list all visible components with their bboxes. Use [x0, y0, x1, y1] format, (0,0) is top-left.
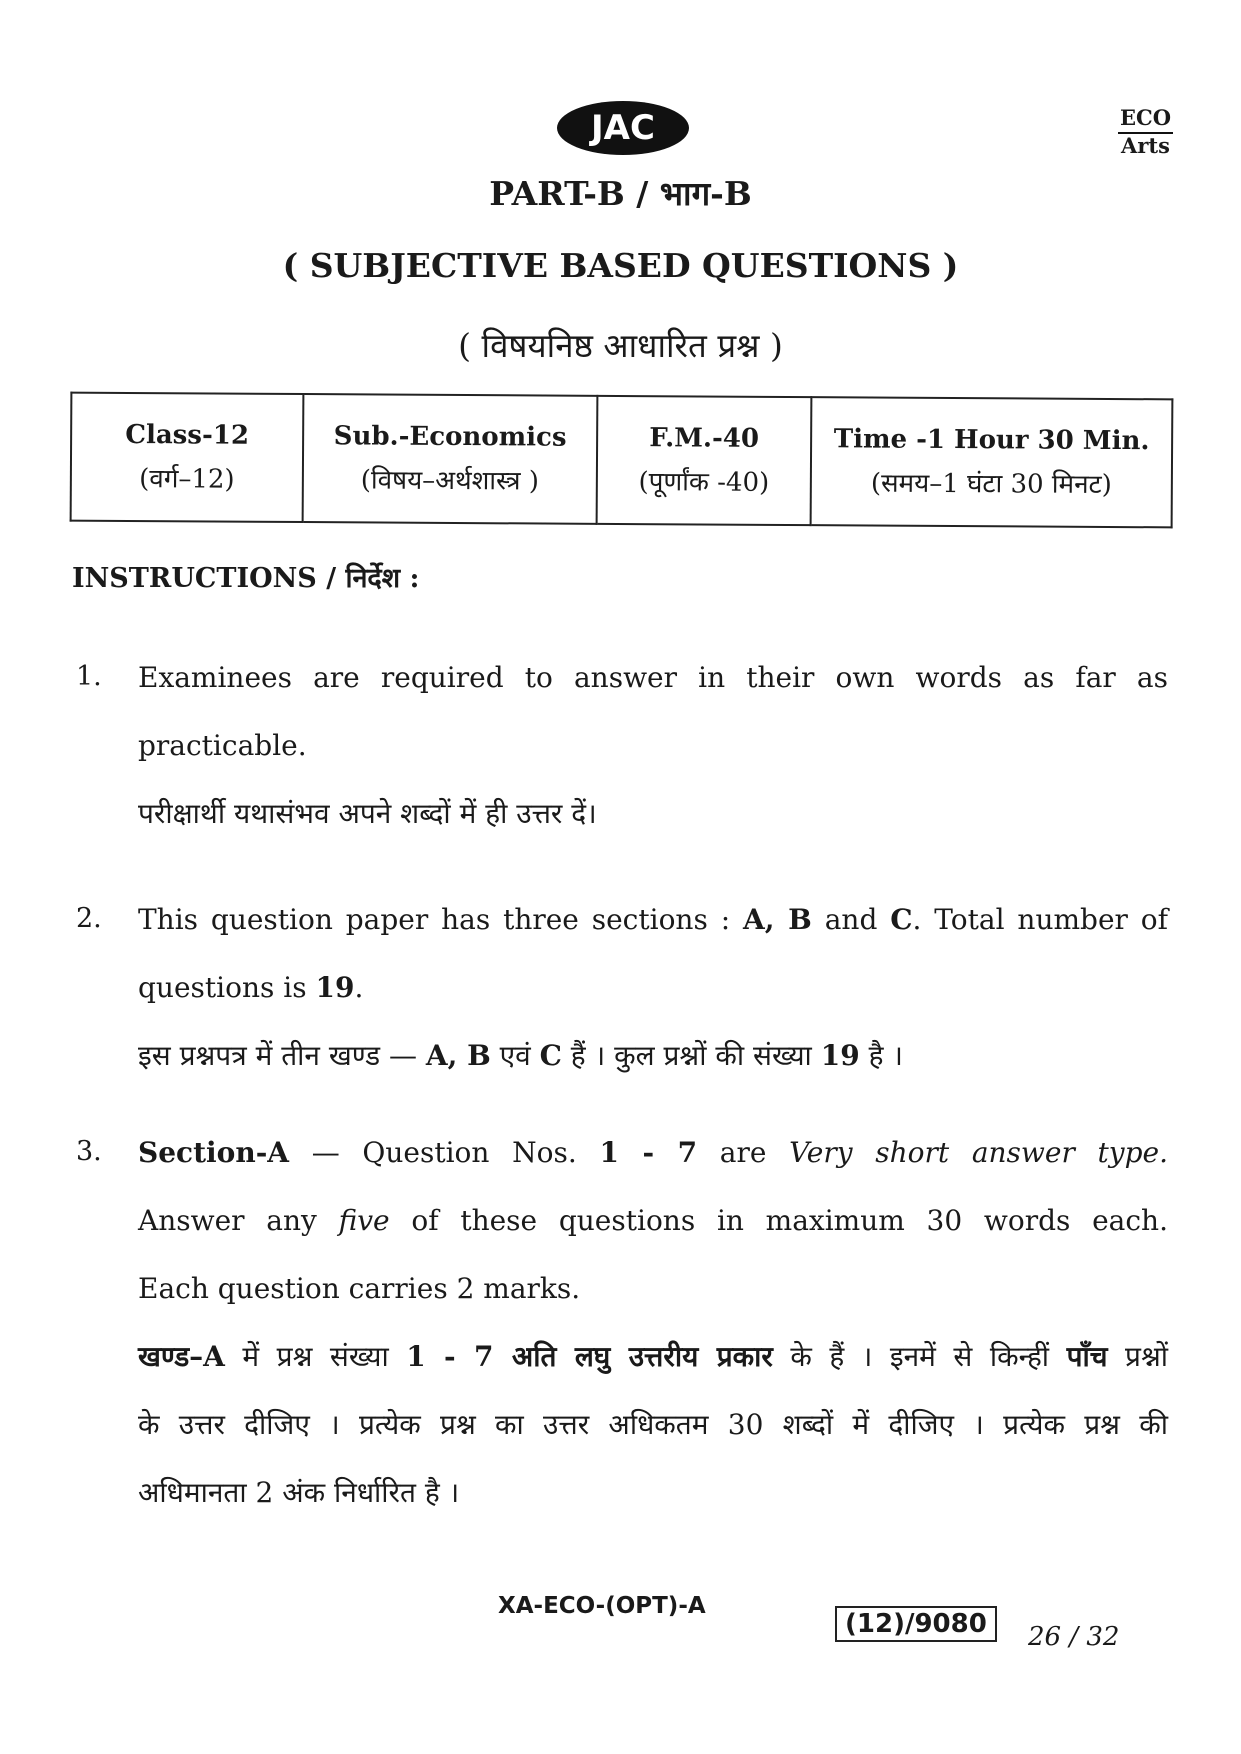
section-title-en: ( SUBJECTIVE BASED QUESTIONS ) — [282, 246, 959, 285]
section-title-hi: ( विषयनिष्ठ आधारित प्रश्न ) — [458, 326, 783, 365]
time-hi: (समय–1 घंटा 30 मिनट) — [870, 468, 1112, 500]
booklet-code: (12)/9080 — [835, 1606, 997, 1642]
item-1-number: 1. — [76, 661, 102, 692]
item-1-hi: परीक्षार्थी यथासंभव अपने शब्दों में ही उत्तर दें। — [138, 797, 597, 830]
item-1-en-line2: practicable. — [138, 729, 307, 762]
item-3-en-line1: Section-A — Question Nos. 1 - 7 are Very short answer type. — [138, 1136, 1168, 1169]
class-en: Class-12 — [125, 419, 250, 451]
instruction-item-2 — [138, 886, 1168, 1090]
item-2-number: 2. — [76, 903, 102, 934]
instructions-heading: INSTRUCTIONS / निर्देश : — [72, 563, 420, 594]
item-3-hi-line1: खण्ड–A में प्रश्न संख्या 1 - 7 अति लघु उत्तरीय प्रकार के हैं । इनमें से किन्हीं पाँच प्रश्नों — [138, 1340, 1169, 1373]
item-2-en-line1: This question paper has three sections : A, B and C. Total number of — [138, 903, 1169, 936]
marks-cell — [597, 396, 812, 525]
item-3-en-line3: Each question carries 2 marks. — [138, 1272, 581, 1305]
page-number: 26 / 32 — [1028, 1622, 1120, 1652]
part-title: PART-B / भाग-B — [489, 174, 752, 213]
subject-en: Sub.-Economics — [333, 421, 567, 453]
stream-name: Arts — [1121, 133, 1170, 158]
marks-hi: (पूर्णांक -40) — [638, 467, 770, 498]
time-en: Time -1 Hour 30 Min. — [833, 424, 1150, 457]
item-3-hi-line2: के उत्तर दीजिए । प्रत्येक प्रश्न का उत्तर अधिकतम 30 शब्दों में दीजिए । प्रत्येक प्रश्न की — [138, 1408, 1168, 1441]
subject-cell — [303, 394, 598, 524]
item-3-en-line2: Answer any five of these questions in maximum 30 words each. — [138, 1204, 1168, 1237]
item-3-hi-line3: अधिमानता 2 अंक निर्धारित है । — [138, 1476, 460, 1509]
time-cell — [811, 397, 1173, 527]
subject-stream-label — [1118, 106, 1173, 158]
instruction-item-3 — [138, 1119, 1168, 1527]
instruction-item-1 — [138, 644, 1168, 848]
exam-meta-table — [70, 392, 1174, 529]
paper-code: XA-ECO-(OPT)-A — [498, 1593, 706, 1619]
item-2-en-line2: questions is 19. — [138, 971, 364, 1004]
item-2-hi: इस प्रश्नपत्र में तीन खण्ड — A, B एवं C हैं । कुल प्रश्नों की संख्या 19 है । — [138, 1039, 903, 1072]
class-hi: (वर्ग–12) — [139, 464, 235, 495]
jac-logo: JAC — [557, 101, 689, 155]
item-3-number: 3. — [76, 1136, 102, 1167]
class-cell — [71, 393, 304, 522]
subject-hi: (विषय–अर्थशास्त्र ) — [360, 465, 540, 497]
marks-en: F.M.-40 — [649, 423, 760, 454]
item-1-en-line1: Examinees are required to answer in their own words as far as — [138, 661, 1168, 694]
subject-code: ECO — [1118, 106, 1173, 134]
